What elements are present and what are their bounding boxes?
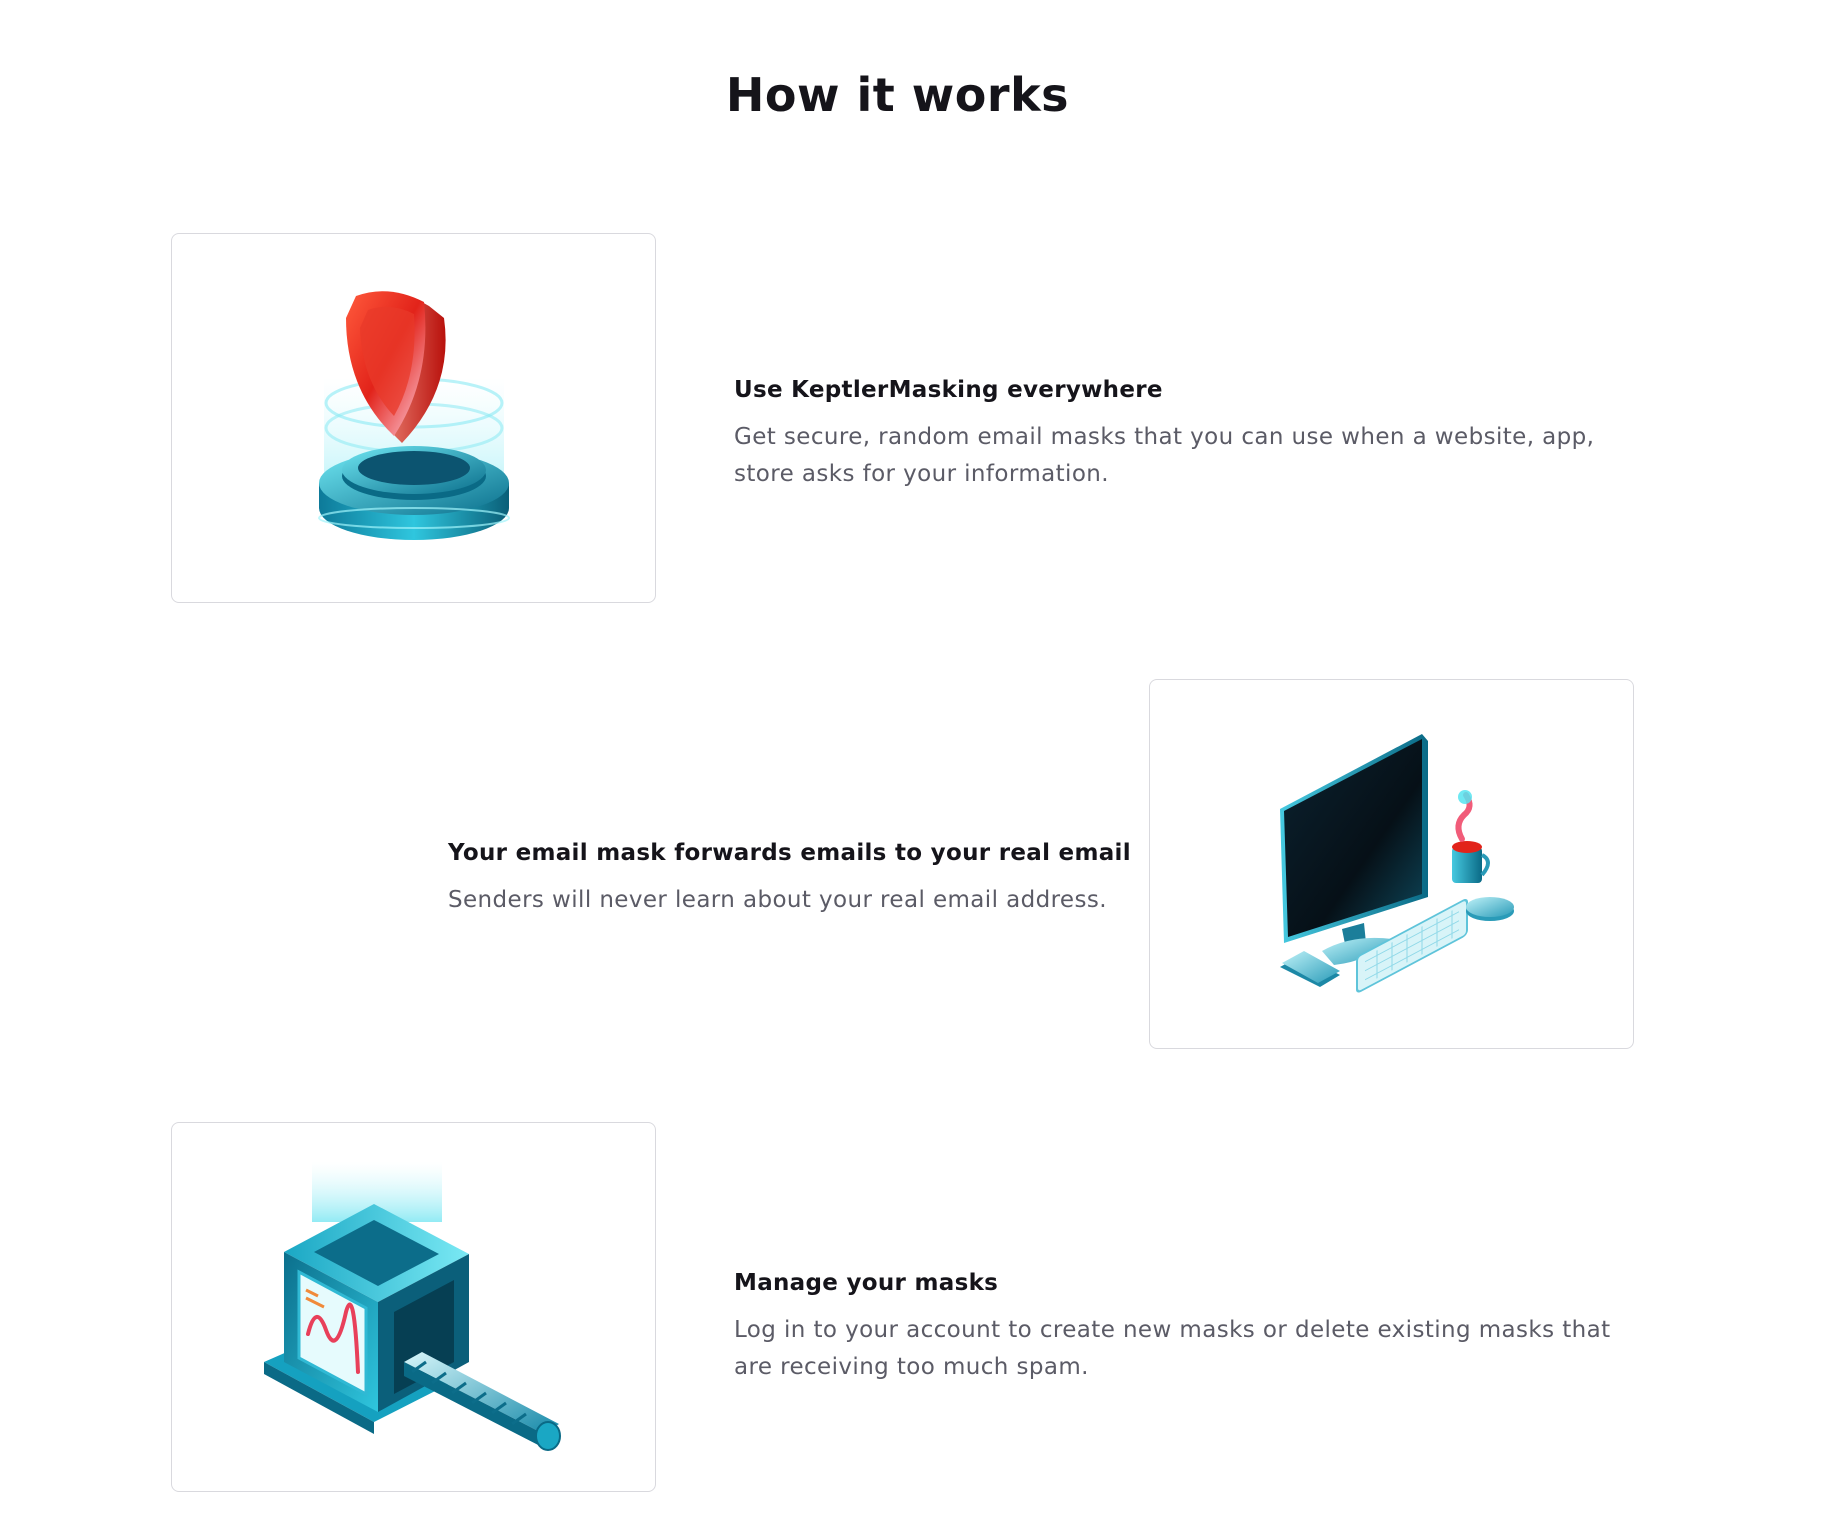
step-title: Your email mask forwards emails to your real email bbox=[448, 840, 1131, 866]
step-description: Get secure, random email masks that you can use when a website, app, store asks for your information. bbox=[734, 424, 1595, 487]
page-title: How it works bbox=[725, 68, 1070, 122]
step-3-illustration-card bbox=[171, 1122, 656, 1492]
step-2-illustration-card bbox=[1149, 679, 1634, 1049]
step-1-illustration-card bbox=[171, 233, 656, 603]
step-title: Use KeptlerMasking everywhere bbox=[734, 377, 1163, 403]
shield-on-pedestal-illustration bbox=[294, 278, 534, 558]
step-title: Manage your masks bbox=[734, 1270, 999, 1296]
computer-desk-illustration bbox=[1262, 729, 1522, 999]
step-3-text bbox=[734, 1268, 1634, 1386]
step-1-text bbox=[734, 375, 1634, 493]
step-description: Senders will never learn about your real email address. bbox=[448, 887, 1107, 913]
conveyor-machine-illustration bbox=[254, 1162, 574, 1452]
step-2-text bbox=[448, 838, 1148, 919]
step-description: Log in to your account to create new masks or delete existing masks that are receiving too much spam. bbox=[734, 1317, 1611, 1380]
